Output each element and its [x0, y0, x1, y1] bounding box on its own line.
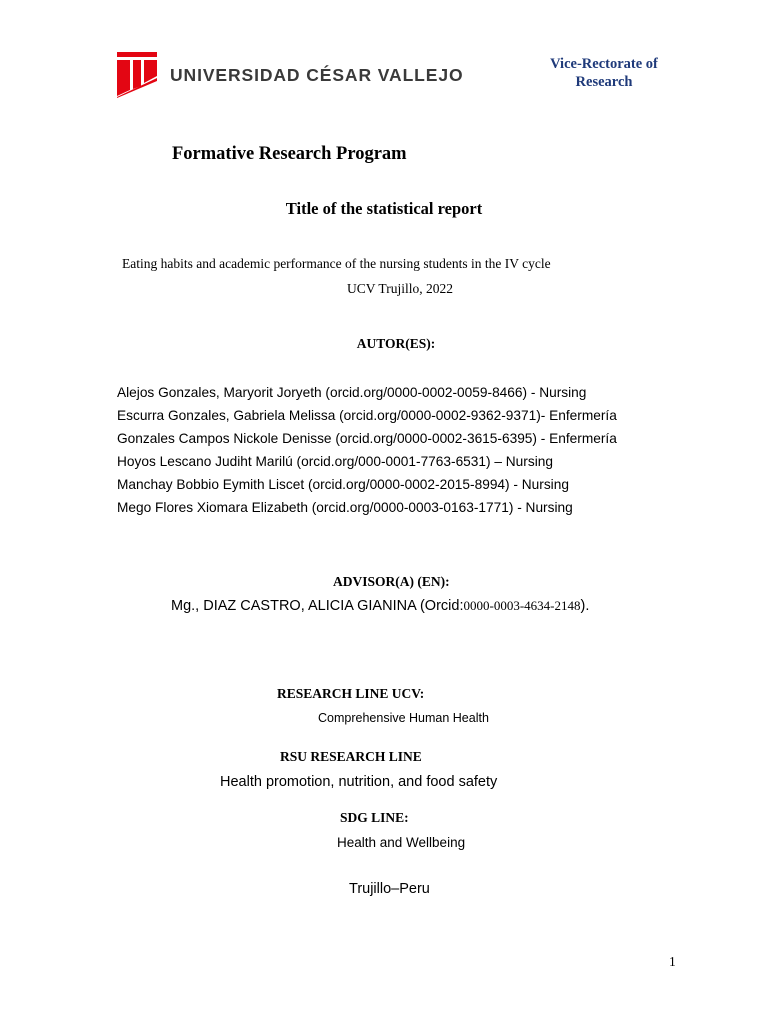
program-title: Formative Research Program — [172, 144, 407, 164]
author-item: Gonzales Campos Nickole Denisse (orcid.org/0000-0002-3615-6395) - Enfermería — [117, 431, 617, 446]
advisor-heading: ADVISOR(A) (EN): — [333, 574, 450, 589]
advisor-name: Mg., DIAZ CASTRO, ALICIA GIANINA (Orcid: — [171, 598, 464, 614]
page-number: 1 — [669, 954, 676, 969]
author-item: Escurra Gonzales, Gabriela Melissa (orcid.org/0000-0002-9362-9371)- Enfermería — [117, 408, 617, 423]
authors-heading: AUTOR(ES): — [356, 336, 436, 351]
subject-line-1: Eating habits and academic performance of the nursing students in the IV cycle — [122, 256, 551, 271]
sdg-line-value: Health and Wellbeing — [337, 835, 466, 850]
advisor-line — [171, 598, 589, 614]
author-item: Manchay Bobbio Eymith Liscet (orcid.org/0000-0002-2015-8994) - Nursing — [117, 477, 569, 492]
author-item: Hoyos Lescano Judiht Marilú (orcid.org/000-0001-7763-6531) – Nursing — [117, 454, 553, 469]
rsu-research-line-value: Health promotion, nutrition, and food safety — [220, 774, 498, 790]
research-line-heading: RESEARCH LINE UCV: — [277, 686, 425, 701]
place-label: Trujillo–Peru — [349, 881, 430, 897]
advisor-suffix: ). — [580, 598, 590, 614]
report-title: Title of the statistical report — [285, 199, 483, 218]
advisor-orcid: 0000-0003-4634-2148 — [463, 598, 581, 613]
authors-list — [117, 383, 617, 521]
sdg-line-heading: SDG LINE: — [340, 810, 409, 825]
author-item: Alejos Gonzales, Maryorit Joryeth (orcid.org/0000-0002-0059-8466) - Nursing — [117, 385, 587, 400]
author-item: Mego Flores Xiomara Elizabeth (orcid.org/0000-0003-0163-1771) - Nursing — [117, 500, 573, 515]
university-logo — [116, 50, 463, 98]
research-line-value: Comprehensive Human Health — [318, 711, 489, 725]
university-name: UNIVERSIDAD CÉSAR VALLEJO — [170, 64, 464, 85]
ucv-shield-logo-icon — [116, 50, 158, 98]
rsu-research-line-heading: RSU RESEARCH LINE — [280, 749, 422, 764]
vice-rectorate-label: Vice-Rectorate of Research — [550, 56, 658, 90]
subject-line-2: UCV Trujillo, 2022 — [347, 281, 453, 296]
